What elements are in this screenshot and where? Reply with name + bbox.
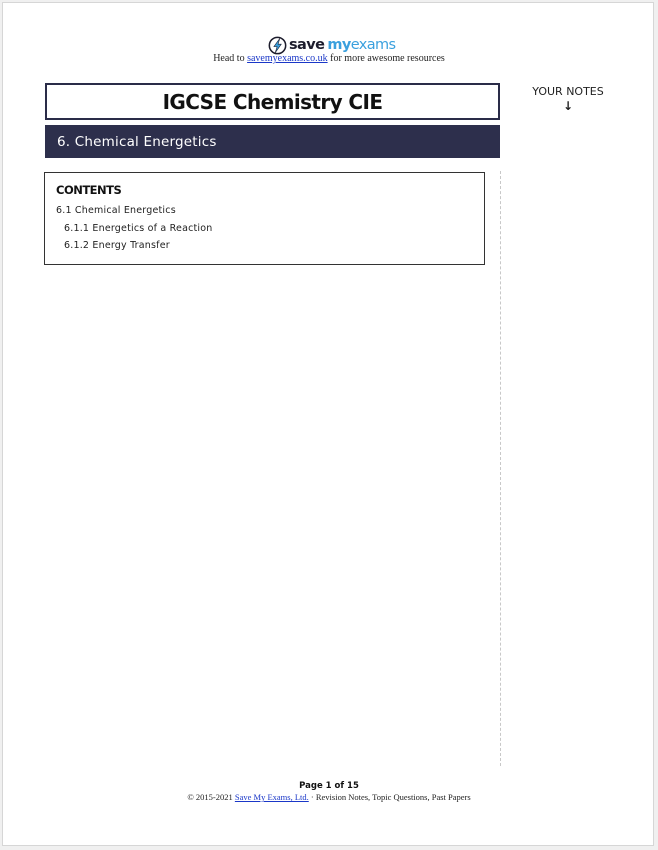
notes-divider <box>500 171 501 766</box>
document-title: IGCSE Chemistry CIE <box>45 83 500 120</box>
company-link[interactable]: Save My Exams, Ltd. <box>234 792 309 802</box>
contents-heading: CONTENTS <box>56 183 122 197</box>
logo-wordmark <box>289 38 396 53</box>
footer-copyright <box>3 792 655 802</box>
logo-exams-text: exams <box>350 36 396 53</box>
toc-item-6-1-2[interactable]: 6.1.2 Energy Transfer <box>64 240 170 251</box>
lightning-bolt-icon <box>268 36 287 55</box>
section-heading: 6. Chemical Energetics <box>45 125 500 158</box>
header-suffix: for more awesome resources <box>327 53 445 64</box>
contents-box <box>44 172 485 265</box>
logo-my-text: my <box>327 36 351 53</box>
your-notes-text: YOUR NOTES <box>532 85 604 98</box>
your-notes-label <box>518 85 618 113</box>
header-site-link[interactable]: savemyexams.co.uk <box>247 53 328 64</box>
header-resources-line <box>3 53 655 64</box>
copyright-suffix: · Revision Notes, Topic Questions, Past Papers <box>308 792 471 802</box>
page-number: Page 1 of 15 <box>299 781 359 791</box>
arrow-down-icon: ↓ <box>562 99 574 113</box>
header-prefix: Head to <box>213 53 248 64</box>
copyright-prefix: © 2015-2021 <box>187 792 235 802</box>
document-page <box>2 2 654 846</box>
logo-save-text: save <box>289 36 325 53</box>
toc-item-6-1[interactable]: 6.1 Chemical Energetics <box>56 205 176 216</box>
toc-item-6-1-1[interactable]: 6.1.1 Energetics of a Reaction <box>64 222 213 234</box>
